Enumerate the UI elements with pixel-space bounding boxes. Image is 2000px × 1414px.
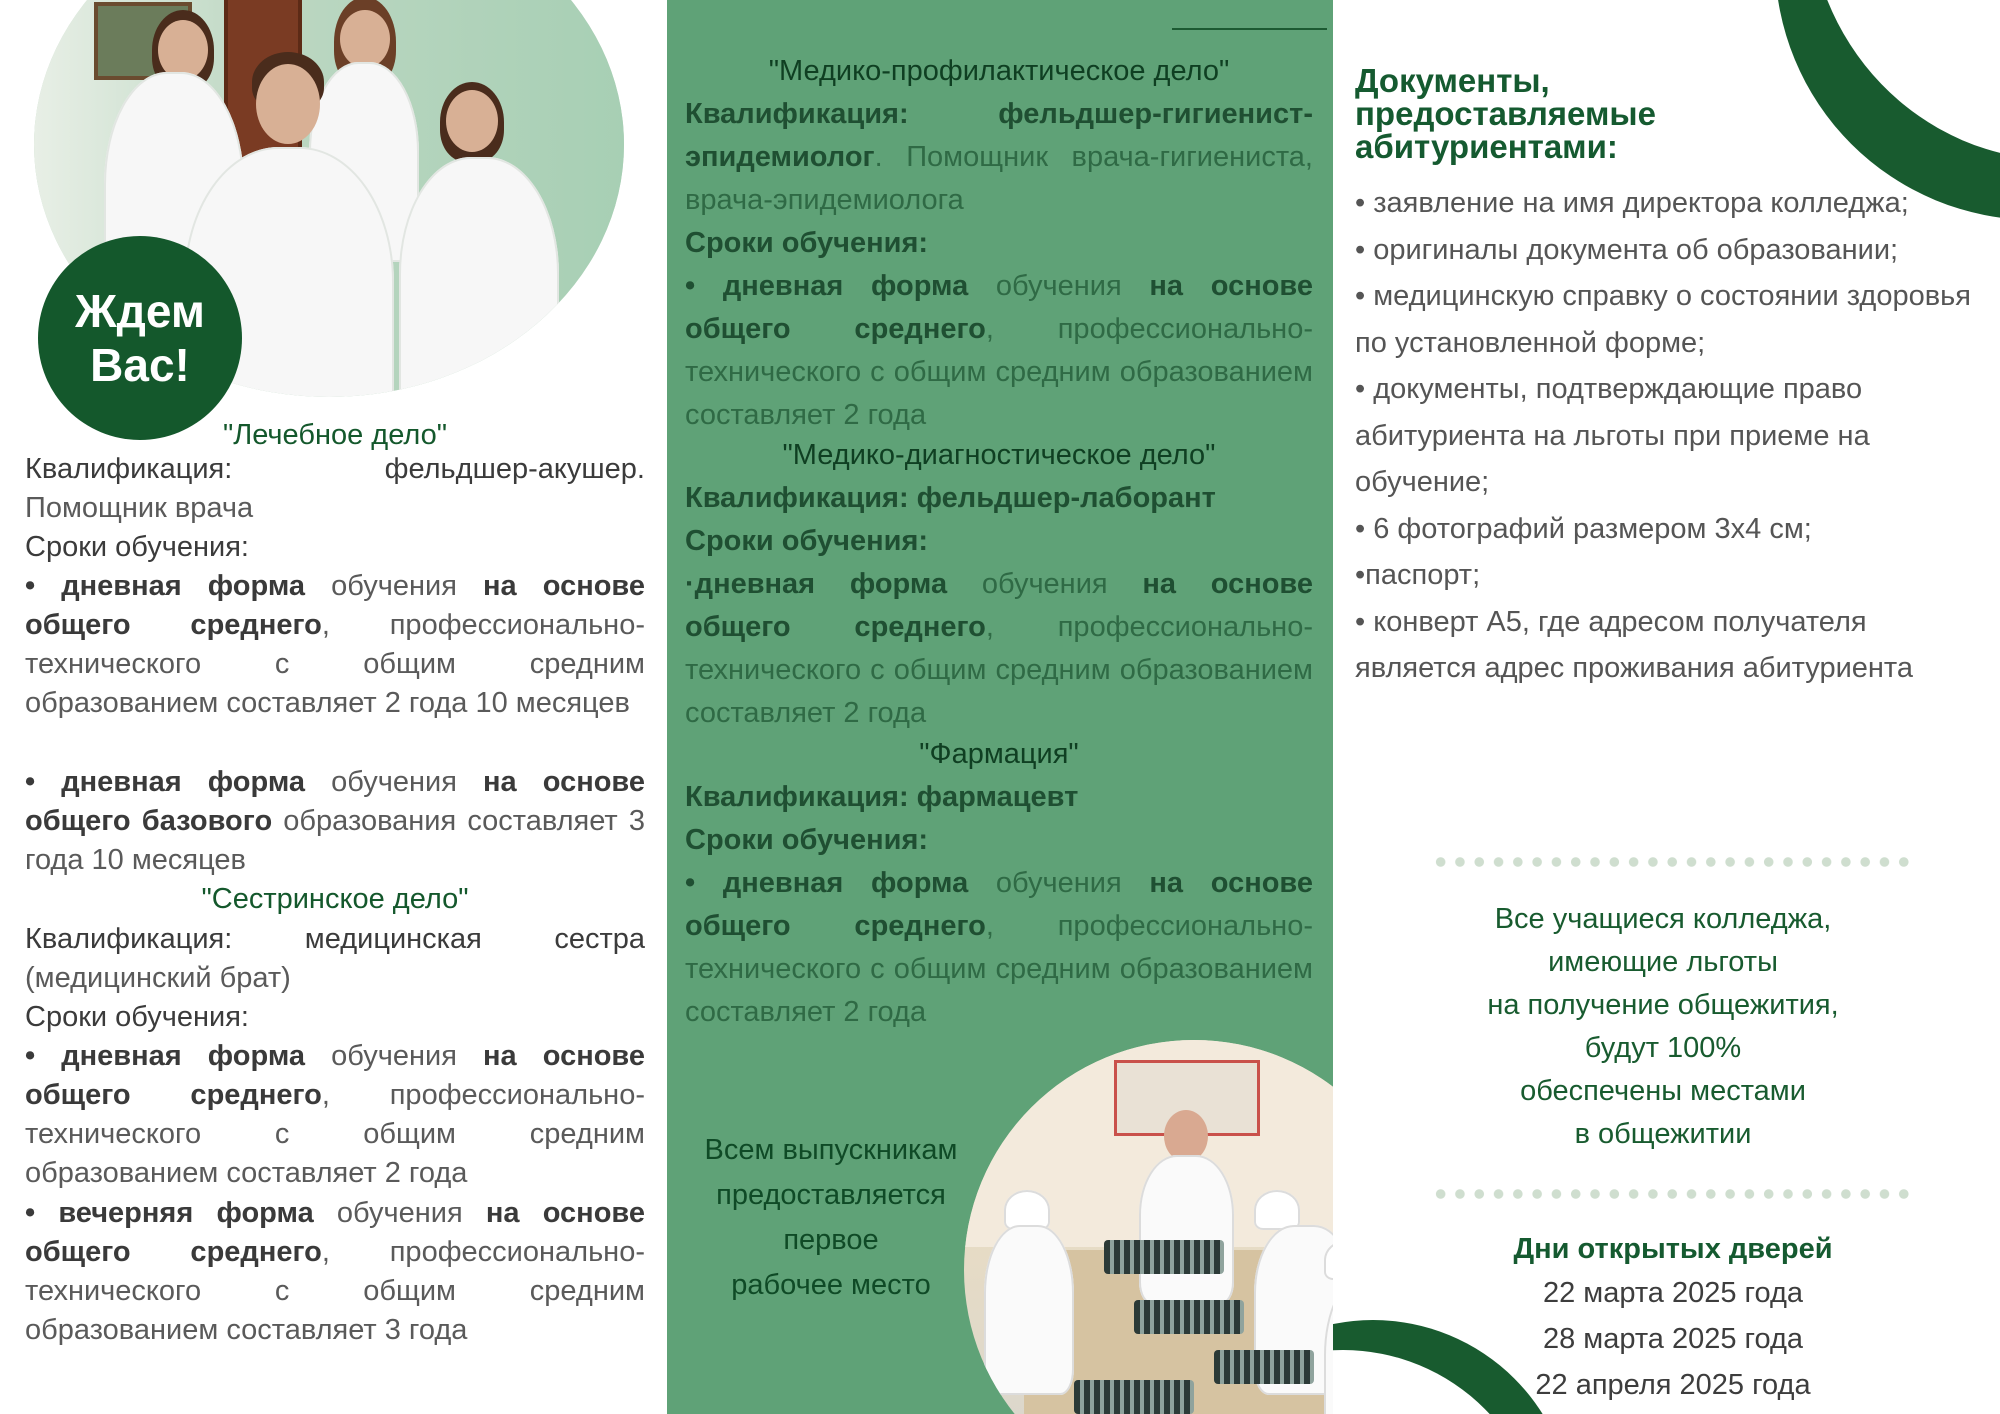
terms-item xyxy=(25,567,645,723)
dormitory-line: на получение общежития, xyxy=(1487,989,1839,1021)
basis-label: на основе общего среднего xyxy=(25,570,646,641)
terms-item xyxy=(685,563,1313,735)
terms-label: Сроки обучения: xyxy=(685,525,929,557)
graduates-line: первое xyxy=(783,1224,879,1256)
basis-label: на основе общего среднего xyxy=(25,1197,645,1268)
graduates-note xyxy=(681,1128,981,1308)
qualification-value: фельдшер-акушер. xyxy=(384,453,645,485)
document-item: •паспорт; xyxy=(1355,559,1481,591)
spec-title-sestrinskoe: "Сестринское дело" xyxy=(201,883,469,915)
form-label: ·дневная форма xyxy=(685,568,948,600)
form-word: обучения xyxy=(968,867,1150,899)
qualification-label: Квалификация: фельдшер-лаборант xyxy=(685,482,1216,514)
form-word: обучения xyxy=(305,570,483,602)
form-label: • дневная форма xyxy=(25,1040,306,1072)
terms-label: Сроки обучения: xyxy=(25,1001,249,1033)
open-day-date: 28 марта 2025 года xyxy=(1542,1323,1804,1355)
graduates-line: Всем выпускникам xyxy=(704,1134,958,1166)
form-word: обучения xyxy=(968,270,1150,302)
form-label: • дневная форма xyxy=(685,270,969,302)
spec-title-farmaciya: "Фармация" xyxy=(919,738,1079,770)
qualification-label: Квалификация: фельдшер-гигиенист-эпидемиолог xyxy=(685,98,1313,173)
terms-detail: , профессионально-технического с общим средним образованием составляет 2 года xyxy=(685,313,1313,431)
open-day-date: 22 марта 2025 года xyxy=(1542,1277,1804,1309)
form-word: обучения xyxy=(313,1197,486,1229)
spec-title-diagnosticheskoe: "Медико-диагностическое дело" xyxy=(782,439,1216,471)
terms-item xyxy=(685,862,1313,1034)
terms-detail: образования составляет 3 года 10 месяцев xyxy=(25,805,645,876)
qualification-extra: . Помощник врача-гигиениста, врача-эпидемиолога xyxy=(685,141,1313,216)
terms-detail: , профессионально-технического с общим средним образованием составляет 2 года xyxy=(685,611,1313,729)
form-label: • дневная форма xyxy=(25,570,306,602)
spec-title-profilakticheskoe: "Медико-профилактическое дело" xyxy=(768,55,1230,87)
terms-label: Сроки обучения: xyxy=(685,824,929,856)
terms-item xyxy=(25,1037,645,1193)
dormitory-line: обеспечены местами xyxy=(1520,1075,1806,1107)
basis-label: на основе общего среднего xyxy=(685,867,1313,942)
basis-label: на основе общего среднего xyxy=(685,568,1313,643)
dormitory-note xyxy=(1393,898,1933,1156)
graduates-line: предоставляется xyxy=(716,1179,946,1211)
document-item: • медицинскую справку о состоянии здоровья по установленной форме; xyxy=(1355,280,1971,359)
basis-label: на основе общего среднего xyxy=(685,270,1313,345)
dormitory-line: будут 100% xyxy=(1584,1032,1742,1064)
basis-label: на основе общего базового xyxy=(25,766,646,837)
form-label: • дневная форма xyxy=(25,766,306,798)
graduates-line: рабочее место xyxy=(731,1269,931,1301)
terms-detail: , профессионально-технического с общим средним образованием составляет 2 года xyxy=(25,1079,645,1189)
divider-line xyxy=(1172,28,1327,30)
document-item: • конверт А5, где адресом получателя является адрес проживания абитуриента xyxy=(1355,605,1914,684)
terms-item xyxy=(25,763,645,880)
qualification-block xyxy=(685,93,1313,222)
welcome-badge-text: Ждем Вас! xyxy=(75,285,205,391)
qualification-line: Квалификация: медицинская сестра xyxy=(25,923,645,955)
qualification-extra: (медицинский брат) xyxy=(25,962,291,994)
terms-item xyxy=(685,265,1313,437)
terms-detail: , профессионально-технического с общим средним образованием составляет 2 года 10 месяцев xyxy=(25,609,645,719)
dormitory-line: в общежитии xyxy=(1574,1118,1752,1150)
qualification-label: Квалификация: фармацевт xyxy=(685,781,1079,813)
dotted-divider xyxy=(1431,856,1911,868)
form-word: обучения xyxy=(305,1040,483,1072)
open-day-date: 22 апреля 2025 года xyxy=(1535,1369,1811,1401)
documents-heading: Документы, предоставляемые абитуриентами: xyxy=(1355,62,1656,165)
documents-list xyxy=(1355,180,1995,692)
dotted-divider xyxy=(1431,1188,1911,1200)
left-panel xyxy=(0,0,667,1414)
form-word: обучения xyxy=(305,766,483,798)
form-word: обучения xyxy=(947,568,1143,600)
spec-title-lechebnoe: "Лечебное дело" xyxy=(222,419,448,451)
qualification-extra: Помощник врача xyxy=(25,492,254,524)
terms-detail: , профессионально-технического с общим средним образованием составляет 3 года xyxy=(25,1236,645,1346)
document-item: • 6 фотографий размером 3х4 см; xyxy=(1355,512,1812,545)
laboratory-photo xyxy=(964,1040,1333,1414)
terms-item xyxy=(25,1194,645,1350)
document-item: • документы, подтверждающие право абитуриента на льготы при приеме на обучение; xyxy=(1355,373,1870,498)
document-item: • заявление на имя директора колледжа; xyxy=(1355,187,1909,219)
qualification-line xyxy=(25,450,645,489)
terms-label: Сроки обучения: xyxy=(685,227,929,259)
middle-panel xyxy=(667,0,1333,1414)
form-label: • дневная форма xyxy=(685,867,969,899)
terms-label: Сроки обучения: xyxy=(25,531,249,563)
welcome-badge xyxy=(38,236,242,440)
dormitory-line: Все учащиеся колледжа, xyxy=(1494,903,1832,935)
form-label: • вечерняя форма xyxy=(25,1197,314,1229)
open-days-list xyxy=(1443,1270,1903,1408)
terms-detail: , профессионально-технического с общим средним образованием составляет 2 года xyxy=(685,910,1313,1028)
dormitory-line: имеющие льготы xyxy=(1548,946,1778,978)
qualification-label: Квалификация: xyxy=(25,453,233,485)
right-panel xyxy=(1333,0,2000,1414)
basis-label: на основе общего среднего xyxy=(25,1040,646,1111)
open-days-title: Дни открытых дверей xyxy=(1513,1233,1833,1265)
document-item: • оригиналы документа об образовании; xyxy=(1355,233,1899,266)
